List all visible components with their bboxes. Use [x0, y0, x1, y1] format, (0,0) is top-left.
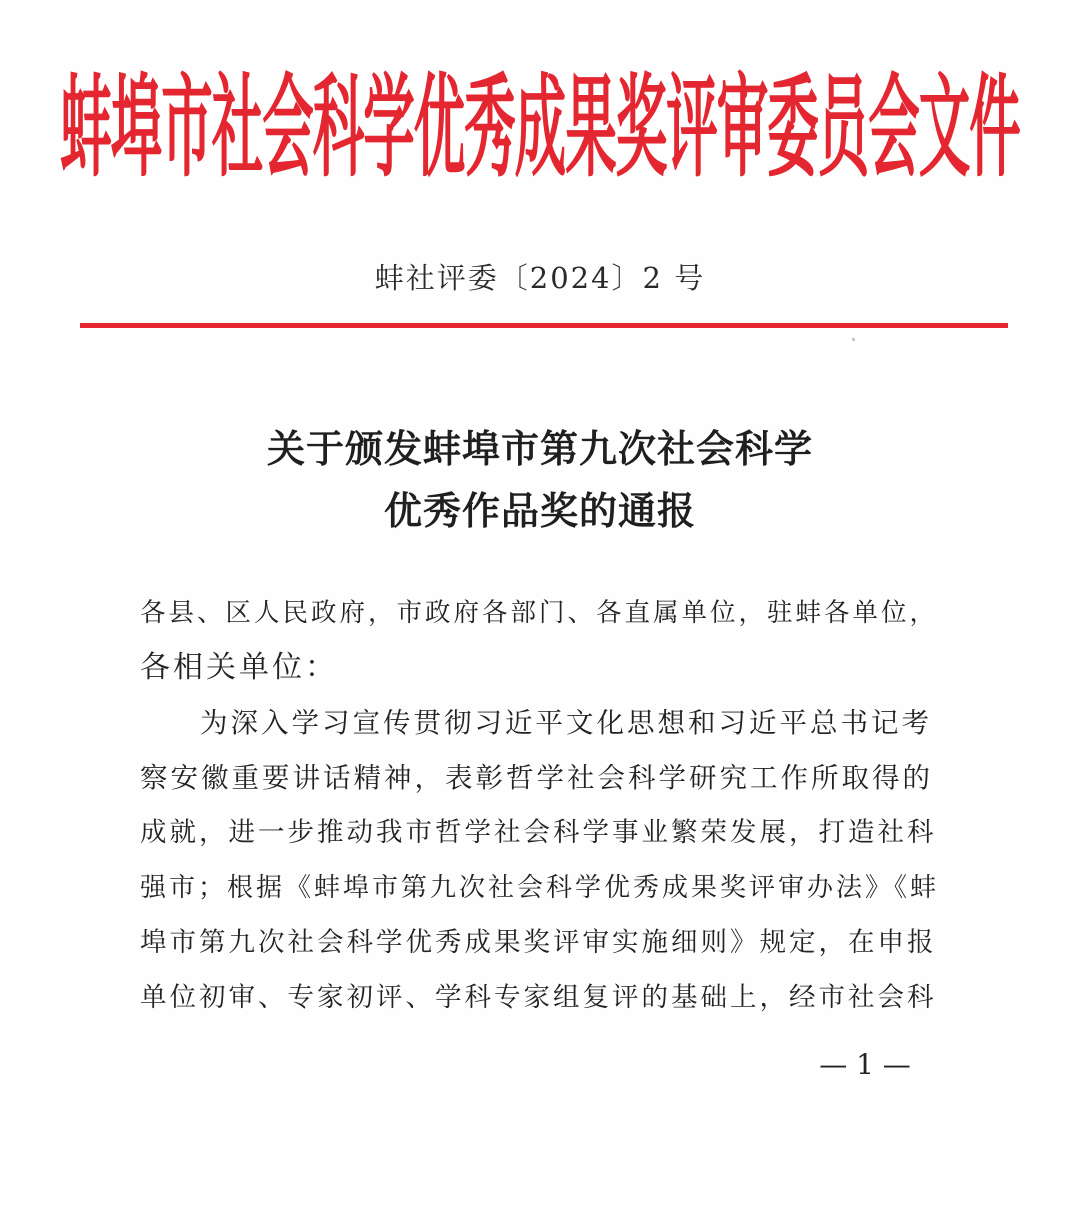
- paragraph-line: 强市；根据《蚌埠市第九次社会科学优秀成果奖评审办法》《蚌: [140, 873, 940, 903]
- red-divider: [80, 323, 1008, 328]
- paragraph-line: 为深入学习宣传贯彻习近平文化思想和习近平总书记考: [200, 707, 932, 739]
- document-number: 蚌社评委〔2024〕2 号: [374, 261, 706, 295]
- notice-title-line-1: 关于颁发蚌埠市第九次社会科学: [266, 426, 813, 471]
- addressee-line-2: 各相关单位：: [140, 650, 338, 685]
- masthead-title: 蚌埠市社会科学优秀成果奖评审委员会文件: [60, 64, 1020, 194]
- page-number: — 1 —: [819, 1048, 911, 1081]
- paragraph-line: 埠市第九次社会科学优秀成果奖评审实施细则》规定，在申报: [140, 927, 937, 958]
- notice-title-line-2: 优秀作品奖的通报: [383, 488, 696, 533]
- scan-speck: [852, 338, 855, 341]
- addressee-line-1: 各县、区人民政府，市政府各部门、各直属单位，驻蚌各单位，: [140, 598, 939, 628]
- masthead: [60, 38, 1020, 198]
- paragraph-line: 单位初审、专家初评、学科专家组复评的基础上，经市社会科: [140, 982, 937, 1013]
- paragraph-line: 成就，进一步推动我市哲学社会科学事业繁荣发展，打造社科: [140, 817, 937, 848]
- paragraph-line: 察安徽重要讲话精神，表彰哲学社会科学研究工作所取得的: [140, 762, 933, 794]
